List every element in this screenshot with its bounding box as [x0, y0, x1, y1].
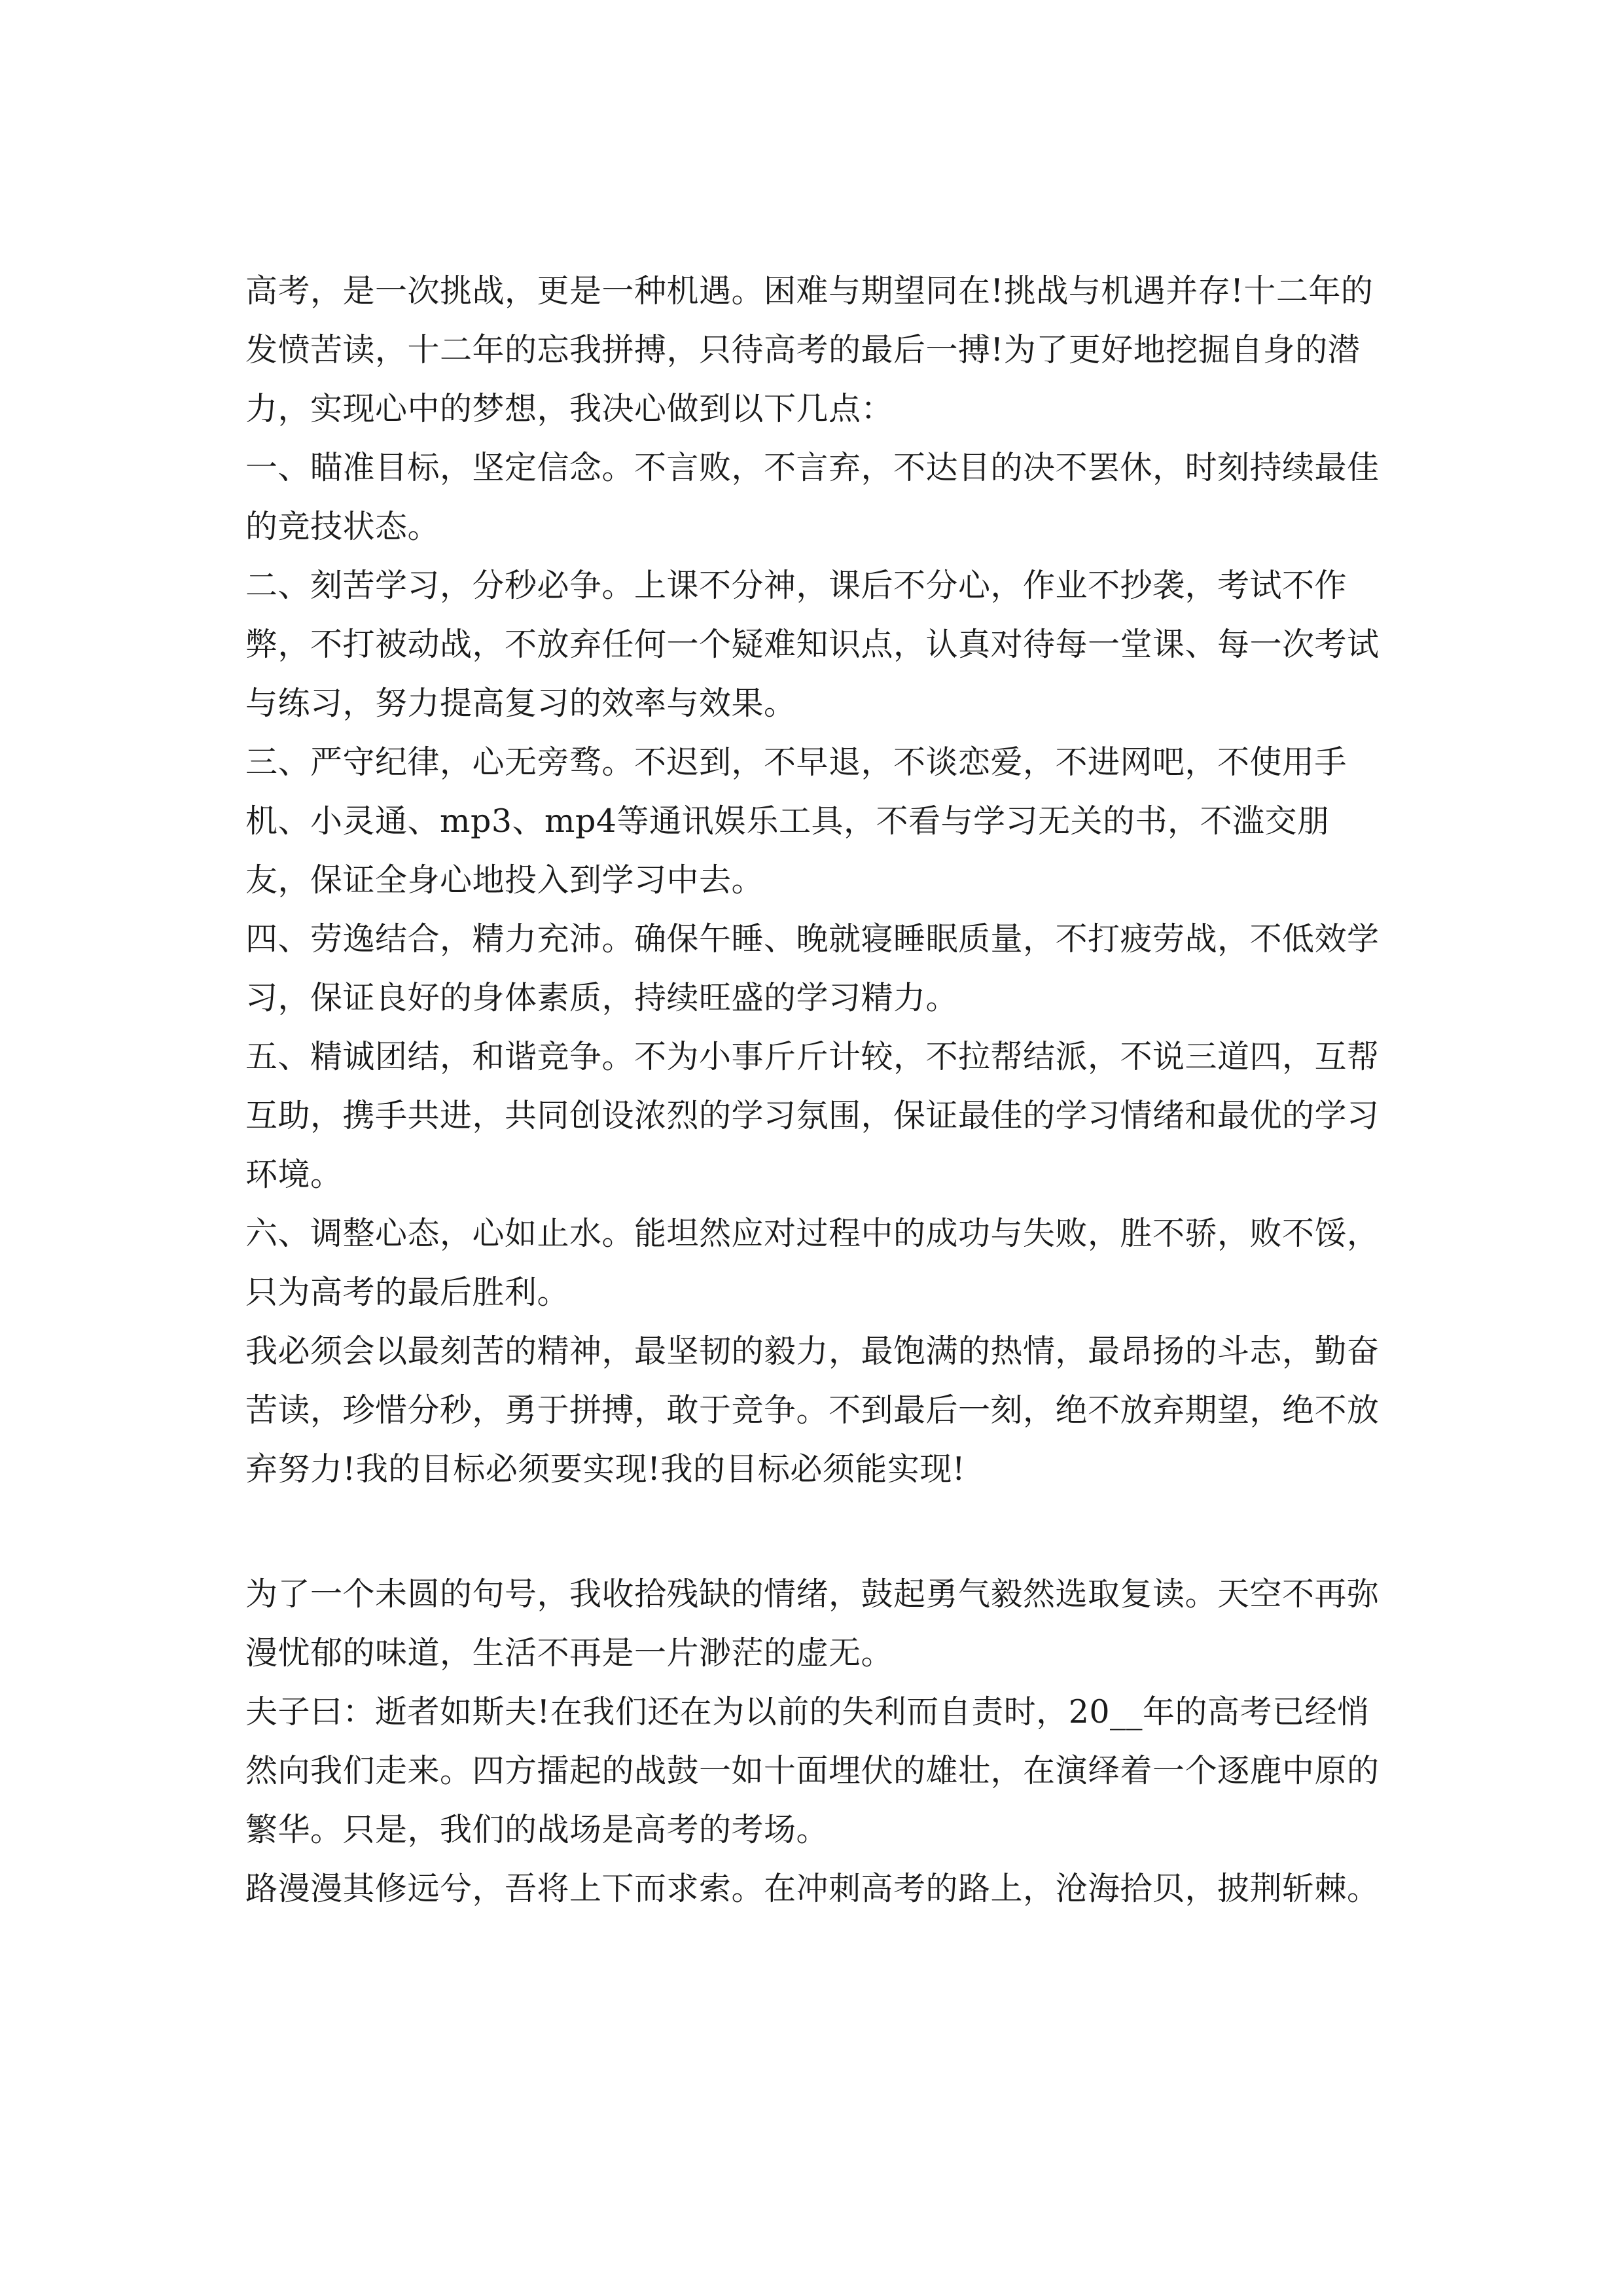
paragraph-point-2: 二、刻苦学习，分秒必争。上课不分神，课后不分心，作业不抄袭，考试不作弊，不打被动战，不放弃任何一个疑难知识点，认真对待每一堂课、每一次考试与练习，努力提高复习的效率与效果。 — [245, 567, 1380, 722]
paragraph-confucius-quote: 夫子曰：逝者如斯夫!在我们还在为以前的失利而自责时，20__年的高考已经悄然向我们走来。四方擂起的战鼓一如十面埋伏的雄壮，在演绎着一个逐鹿中原的繁华。只是，我们的战场是高考的考场。 — [245, 1693, 1380, 1848]
paragraph-resolution: 我必须会以最刻苦的精神，最坚韧的毅力，最饱满的热情，最昂扬的斗志，勤奋苦读，珍惜分秒，勇于拼搏，敢于竞争。不到最后一刻，绝不放弃期望，绝不放弃努力!我的目标必须要实现!我的目标必须能实现! — [245, 1333, 1380, 1488]
paragraph-repeat-year: 为了一个未圆的句号，我收拾残缺的情绪，鼓起勇气毅然选取复读。天空不再弥漫忧郁的味道，生活不再是一片渺茫的虚无。 — [245, 1575, 1380, 1672]
paragraph-point-5: 五、精诚团结，和谐竞争。不为小事斤斤计较，不拉帮结派，不说三道四，互帮互助，携手共进，共同创设浓烈的学习氛围，保证最佳的学习情绪和最优的学习环境。 — [245, 1038, 1380, 1193]
paragraph-point-4: 四、劳逸结合，精力充沛。确保午睡、晚就寝睡眠质量，不打疲劳战，不低效学习，保证良好的身体素质，持续旺盛的学习精力。 — [245, 920, 1380, 1016]
paragraph-intro: 高考，是一次挑战，更是一种机遇。困难与期望同在!挑战与机遇并存!十二年的发愤苦读，十二年的忘我拼搏，只待高考的最后一搏!为了更好地挖掘自身的潜力，实现心中的梦想，我决心做到以下几点： — [245, 272, 1374, 427]
paragraph-long-road: 路漫漫其修远兮，吾将上下而求索。在冲刺高考的路上，沧海拾贝，披荆斩棘。 — [245, 1870, 1380, 1907]
section-spacer — [245, 1499, 1387, 1565]
document-body — [245, 262, 1387, 1918]
paragraph-point-3: 三、严守纪律，心无旁骛。不迟到，不早退，不谈恋爱，不进网吧，不使用手机、小灵通、mp3、mp4等通讯娱乐工具，不看与学习无关的书，不滥交朋友，保证全身心地投入到学习中去。 — [245, 744, 1347, 899]
paragraph-point-6: 六、调整心态，心如止水。能坦然应对过程中的成功与失败，胜不骄，败不馁，只为高考的最后胜利。 — [245, 1215, 1380, 1311]
paragraph-point-1: 一、瞄准目标，坚定信念。不言败，不言弃，不达目的决不罢休，时刻持续最佳的竞技状态。 — [245, 449, 1380, 545]
